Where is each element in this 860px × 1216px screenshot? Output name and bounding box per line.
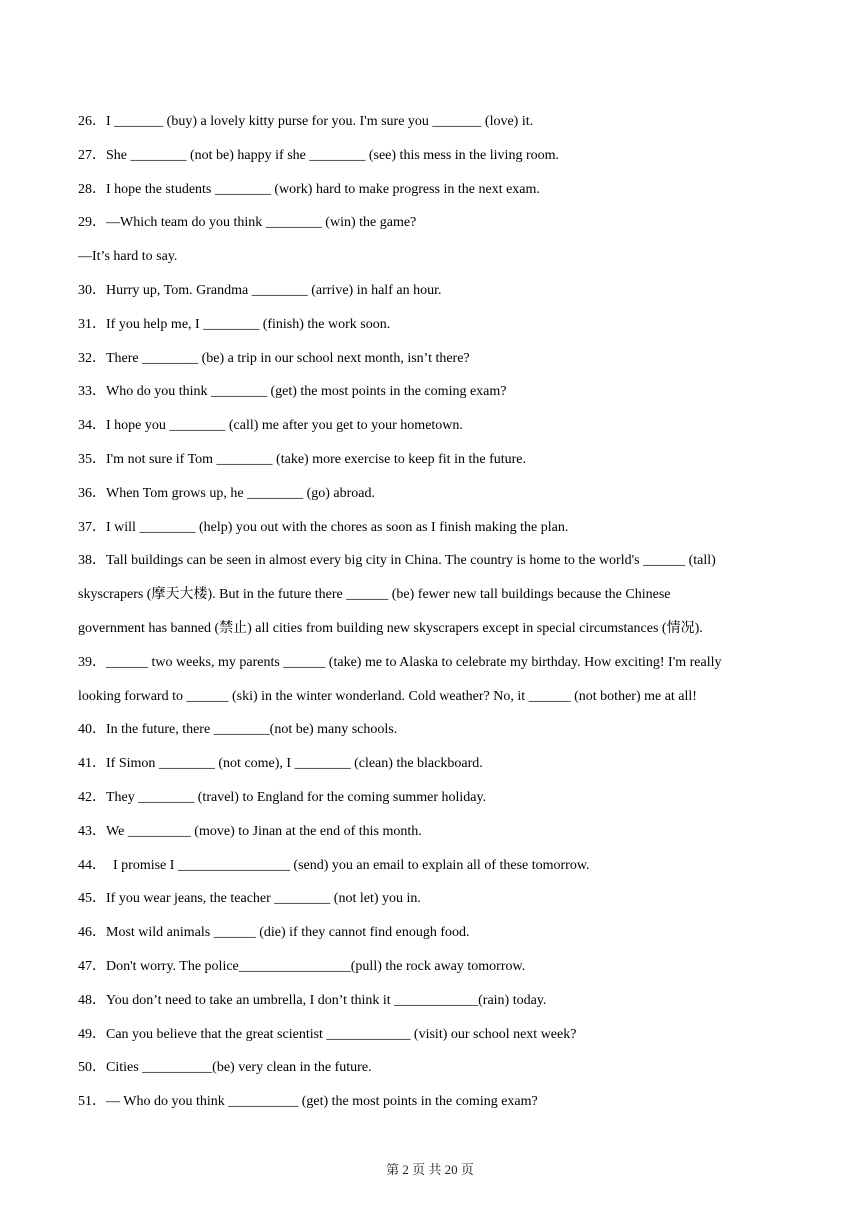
exercise-line: 36．When Tom grows up, he ________ (go) abroad. (78, 485, 375, 501)
exercise-line: 26．I _______ (buy) a lovely kitty purse for you. I'm sure you _______ (love) it. (78, 114, 534, 129)
exercise-line: 41．If Simon ________ (not come), I ________ (clean) the blackboard. (78, 756, 483, 772)
page-number-footer: 第 2 页 共 20 页 (386, 1162, 474, 1177)
exercise-line: 47．Don't worry. The police________________(pull) the rock away tomorrow. (78, 958, 526, 974)
exercise-line: 27．She ________ (not be) happy if she ________ (see) this mess in the living room. (78, 147, 559, 163)
exercise-line: 30．Hurry up, Tom. Grandma ________ (arrive) in half an hour. (78, 282, 442, 298)
exercise-line: 29．—Which team do you think ________ (win) the game? (78, 215, 417, 231)
exercise-line: 48．You don’t need to take an umbrella, I don’t think it ____________(rain) today. (78, 992, 547, 1008)
exercise-line: government has banned (禁止) all cities from building new skyscrapers except in special circumstances (情况). (78, 620, 703, 636)
exercise-line: 39．______ two weeks, my parents ______ (take) me to Alaska to celebrate my birthday. How exciting! I'm really (78, 654, 722, 670)
exercise-line: 40．In the future, there ________(not be) many schools. (78, 722, 398, 738)
exercise-line: 33．Who do you think ________ (get) the most points in the coming exam? (78, 384, 507, 400)
exercise-line: 46．Most wild animals ______ (die) if they cannot find enough food. (78, 925, 470, 941)
exercise-line: 37．I will ________ (help) you out with the chores as soon as I finish making the plan. (78, 519, 569, 535)
exercise-line: 49．Can you believe that the great scientist ____________ (visit) our school next week? (78, 1026, 577, 1042)
exercise-line: 44． I promise I ________________ (send) you an email to explain all of these tomorrow. (78, 857, 590, 873)
exercise-line: 42．They ________ (travel) to England for the coming summer holiday. (78, 789, 487, 805)
exercise-line: 31．If you help me, I ________ (finish) the work soon. (78, 316, 391, 332)
exercise-list (78, 111, 784, 1125)
exercise-line: 32．There ________ (be) a trip in our school next month, isn’t there? (78, 350, 470, 366)
exercise-line: 34．I hope you ________ (call) me after you get to your hometown. (78, 418, 463, 434)
exercise-line: 28．I hope the students ________ (work) hard to make progress in the next exam. (78, 181, 540, 197)
exercise-line: 35．I'm not sure if Tom ________ (take) more exercise to keep fit in the future. (78, 451, 526, 467)
exercise-line: 51．— Who do you think __________ (get) the most points in the coming exam? (78, 1094, 538, 1110)
exercise-line: 50．Cities __________(be) very clean in the future. (78, 1060, 372, 1076)
exercise-line: looking forward to ______ (ski) in the winter wonderland. Cold weather? No, it ______ (not bother) me at all! (78, 688, 697, 704)
exercise-line: 38．Tall buildings can be seen in almost every big city in China. The country is home to the world's ______ (tall) (78, 553, 716, 569)
exercise-line: 45．If you wear jeans, the teacher ________ (not let) you in. (78, 891, 421, 907)
exercise-line: —It’s hard to say. (78, 249, 178, 265)
exercise-line: skyscrapers (摩天大楼). But in the future there ______ (be) fewer new tall buildings because the Chinese (78, 587, 671, 603)
exercise-line: 43．We _________ (move) to Jinan at the end of this month. (78, 823, 422, 839)
